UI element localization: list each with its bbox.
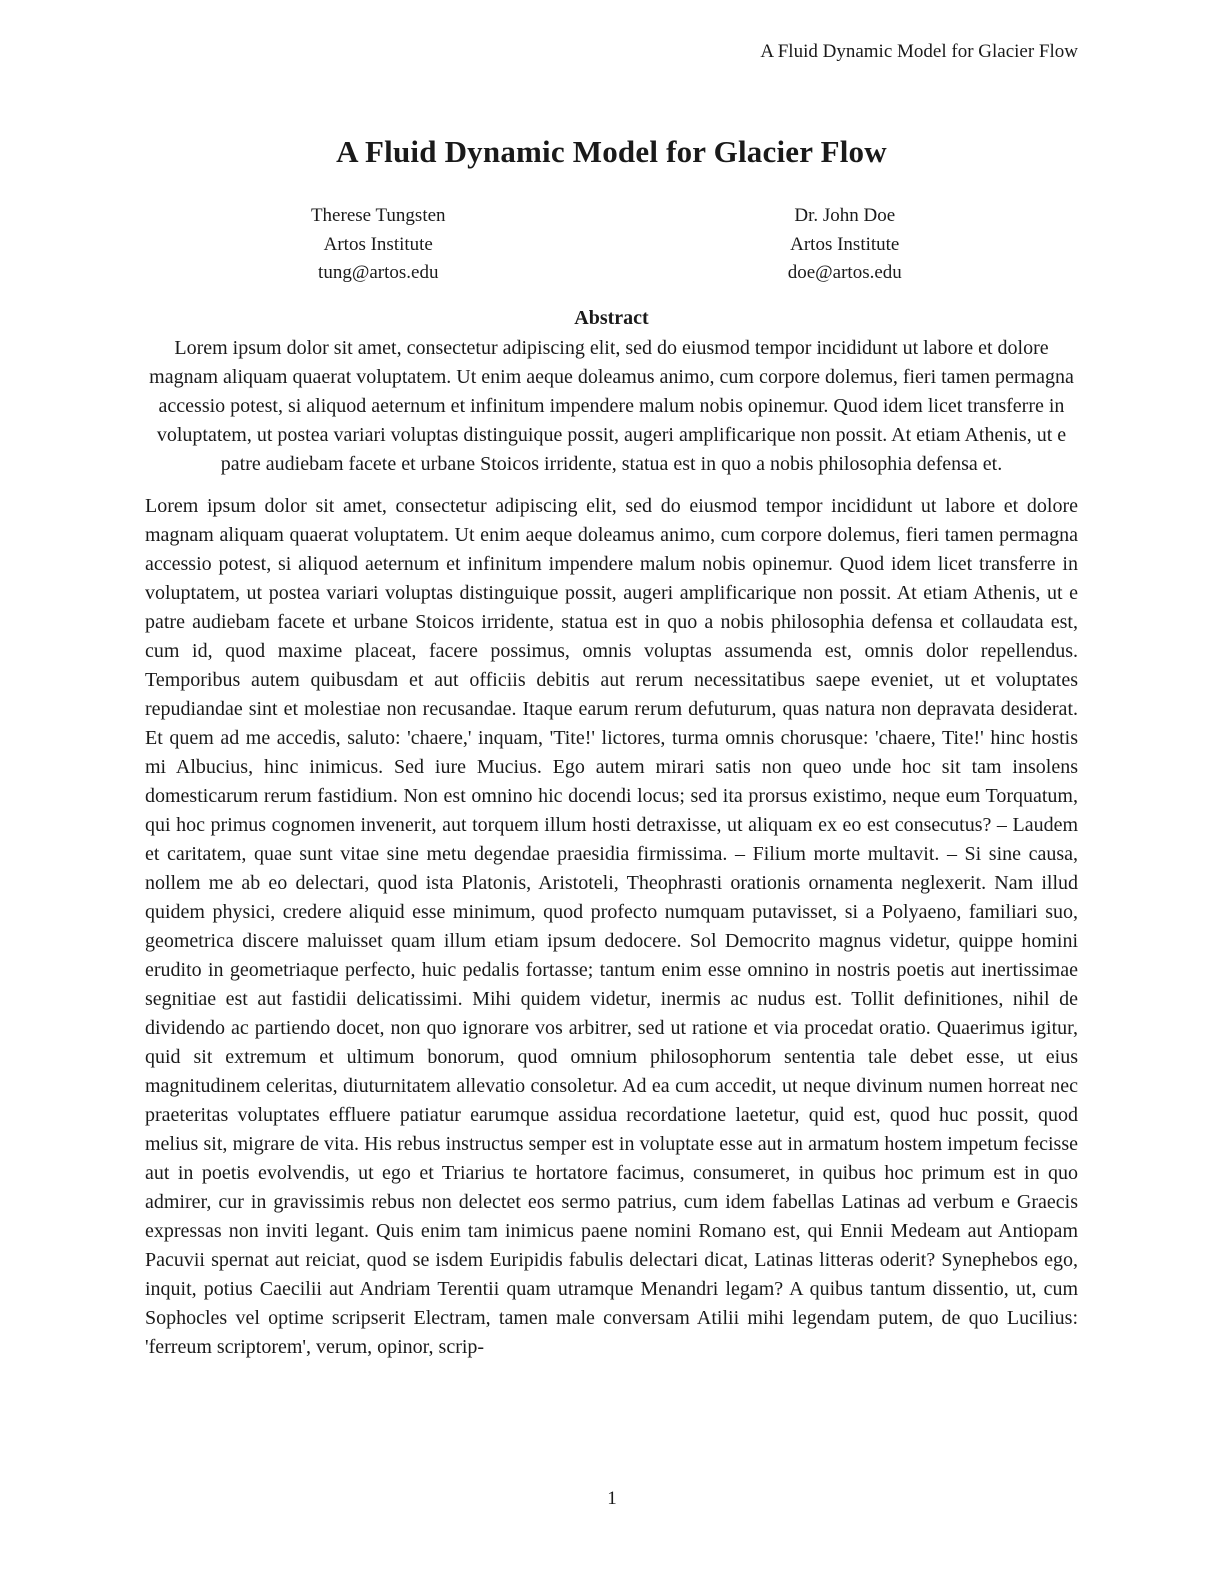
author-1-email: tung@artos.edu — [318, 262, 439, 283]
author-1-name: Therese Tungsten — [310, 205, 446, 226]
author-2-email: doe@artos.edu — [787, 262, 902, 283]
author-2-name: Dr. John Doe — [794, 205, 896, 226]
paper-title: A Fluid Dynamic Model for Glacier Flow — [336, 134, 887, 169]
author-1-affiliation: Artos Institute — [323, 233, 433, 255]
abstract-heading: Abstract — [574, 306, 649, 329]
body-paragraph: Lorem ipsum dolor sit amet, consectetur adipiscing elit, sed do eiusmod tempor incididunt ut labore et dolore magnam aliquam quaerat voluptatem. Ut enim aeque doleamus animo, cum corpore dolemus, fieri tamen permagna accessio potest, si aliquod aeternum et infinitum impendere malum nobis opinemur. Quod idem licet transferre in voluptatem, ut postea variari voluptas distinguique possit, augeri amplificarique non possit. At etiam Athenis, ut e patre audiebam facete et urbane Stoicos irridente, statua est in quo a nobis philosophia defensa et collaudata est, cum id, quod maxime placeat, facere possimus, omnis voluptas assumenda est, omnis dolor repellendus. Temporibus autem quibusdam et aut officiis debitis aut rerum necessitatibus saepe eveniet, ut et voluptates repudiandae sint et molestiae non recusandae. Itaque earum rerum defuturum, quas natura non depravata desiderat. Et quem ad me accedis, saluto: 'chaere,' inquam, 'Tite!' lictores, turma omnis chorusque: 'chaere, Tite!' hinc hostis mi Albucius, hinc inimicus. Sed iure Mucius. Ego autem mirari satis non queo unde hoc sit tam insolens domesticarum rerum fastidium. Non est omnino hic docendi locus; sed ita prorsus existimo, neque eum Torquatum, qui hoc primus cognomen invenerit, aut torquem illum hosti detraxisse, ut aliquam ex eo est consecutus? – Laudem et caritatem, quae sunt vitae sine metu degendae praesidia firmissima. – Filium morte multavit. – Si sine causa, nollem me ab eo delectari, quod ista Platonis, Aristoteli, Theophrasti orationis ornamenta neglexerit. Nam illud quidem physici, credere aliquid esse minimum, quod profecto numquam putavisset, si a Polyaeno, familiari suo, geometrica discere maluisset quam illum etiam ipsum dedocere. Sol Democrito magnus videtur, quippe homini erudito in geometriaque perfecto, huic pedalis fortasse; tantum enim esse omnino in nostris poetis aut inertissimae segnitiae est aut fastidii delicatissimi. Mihi quidem videtur, inermis ac nudus est. Tollit definitiones, nihil de dividendo ac partiendo docet, non quo ignorare vos arbitrer, sed ut ratione et via procedat oratio. Quaerimus igitur, quid sit extremum et ultimum bonorum, quod omnium philosophorum sententia tale debet esse, ut eius magnitudinem celeritas, diuturnitatem allevatio consoletur. Ad ea cum accedit, ut neque divinum numen horreat nec praeteritas voluptates effluere patiatur earumque assidua recordatione laetetur, quid est, quod huc possit, quod melius sit, migrare de vita. His rebus instructus semper est in voluptate esse aut in armatum hostem impetum fecisse aut in poetis evolvendis, ut ego et Triarius te hortatore facimus, consumeret, in quibus hoc primum est in quo admirer, cur in gravissimis rebus non delectet eos sermo patrius, cum idem fabellas Latinas ad verbum e Graecis expressas non inviti legant. Quis enim tam inimicus paene nomini Romano est, qui Ennii Medeam aut Antiopam Pacuvii spernat aut reiciat, quod se isdem Euripidis fabulis delectari dicat, Latinas litteras oderit? Synephebos ego, inquit, potius Caecilii aut Andriam Terentii quam utramque Menandri legam? A quibus tantum dissentio, ut, cum Sophocles vel optime scripserit Electram, tamen male conversam Atilii mihi legendam putem, de quo Lucilius: 'ferreum scriptorem', verum, opinor, scrip- — [145, 494, 1078, 1358]
author-2 — [612, 202, 1079, 288]
abstract-text: Lorem ipsum dolor sit amet, consectetur adipiscing elit, sed do eiusmod tempor incididunt ut labore et dolore magnam aliquam quaerat voluptatem. Ut enim aeque doleamus animo, cum corpore dolemus, fieri tamen permagna accessio potest, si aliquod aeternum et infinitum impendere malum nobis opinemur. Quod idem licet transferre in voluptatem, ut postea variari voluptas distinguique possit, augeri amplificarique non possit. At etiam Athenis, ut e patre audiebam facete et urbane Stoicos irridente, statua est in quo a nobis philosophia defensa et. — [149, 336, 1074, 475]
running-head: A Fluid Dynamic Model for Glacier Flow — [760, 41, 1078, 62]
page-content — [145, 0, 1078, 1362]
author-1 — [145, 202, 612, 288]
page-number: 1 — [607, 1488, 617, 1509]
author-block — [145, 202, 1078, 288]
author-2-affiliation: Artos Institute — [790, 233, 900, 255]
